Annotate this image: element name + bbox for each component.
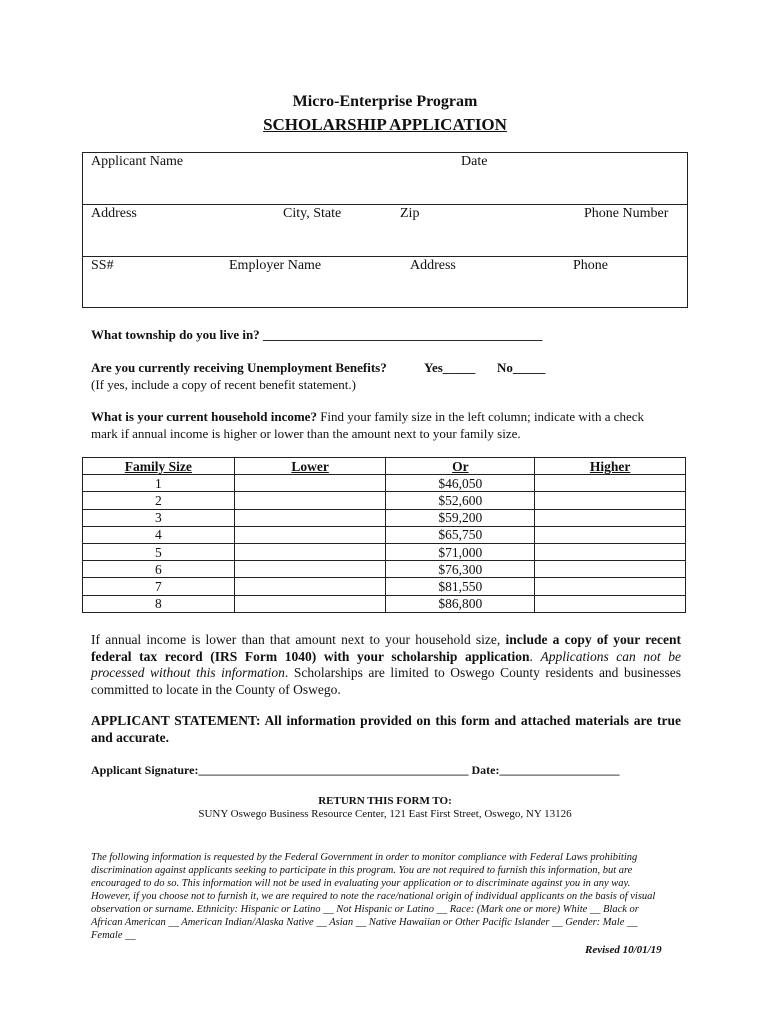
address-field[interactable]: Address bbox=[91, 206, 137, 221]
higher-checkbox-cell[interactable] bbox=[535, 526, 686, 543]
higher-checkbox-cell[interactable] bbox=[535, 509, 686, 526]
family-size-cell: 7 bbox=[83, 578, 235, 595]
federal-disclosure: The following information is requested by the Federal Government in order to monitor compliance with Federal Laws prohibiting discrimination against applicants seeking to participate in this program. You are not required to furnish this information, but are encouraged to do so. This information will not be used in evaluating your application or to discriminate against you in any way. However, if you choose not to furnish it, we are required to note the race/national origin of individual applicants on the basis of visual observation or surname. Ethnicity: Hispanic or Latino __ Not Hispanic or Latino __ Race: (Mark one or more) White __ Black or African American __ American Indian/Alaska Native __ Asian __ Native Hawaiian or Other Pacific Islander __ Gender: Male __ Female __ bbox=[91, 852, 656, 941]
family-size-cell: 3 bbox=[83, 509, 235, 526]
income-threshold-cell: $65,750 bbox=[386, 526, 535, 543]
income-instructions-part1: If annual income is lower than that amount next to your household size, bbox=[91, 632, 506, 647]
income-threshold-cell: $59,200 bbox=[386, 509, 535, 526]
income-instructions-part5: . Scholarships are limited to Oswego County residents and businesses committed to locate in the County of Oswego. bbox=[91, 665, 681, 697]
program-title: Micro-Enterprise Program bbox=[292, 93, 478, 110]
income-instructions-part4: Applications can not be processed without this information bbox=[91, 648, 682, 680]
higher-checkbox-cell[interactable] bbox=[535, 543, 686, 560]
income-threshold-cell: $86,800 bbox=[386, 595, 535, 612]
lower-checkbox-cell[interactable] bbox=[234, 526, 386, 543]
income-threshold-cell: $81,550 bbox=[386, 578, 535, 595]
lower-checkbox-cell[interactable] bbox=[234, 578, 386, 595]
income-table-header bbox=[83, 458, 686, 475]
family-size-cell: 5 bbox=[83, 543, 235, 560]
higher-checkbox-cell[interactable] bbox=[535, 475, 686, 492]
employer-name-field[interactable]: Employer Name bbox=[229, 258, 322, 273]
info-row-name bbox=[83, 153, 687, 205]
lower-checkbox-cell[interactable] bbox=[234, 475, 386, 492]
return-address: SUNY Oswego Business Resource Center, 121 East First Street, Oswego, NY 13126 bbox=[198, 808, 572, 820]
township-question[interactable]: What township do you live in? ___________________________________________ bbox=[91, 327, 543, 342]
income-question-bold: What is your current household income? bbox=[91, 409, 317, 424]
lower-checkbox-cell[interactable] bbox=[234, 595, 386, 612]
employer-address-field[interactable]: Address bbox=[410, 258, 456, 273]
table-row bbox=[83, 526, 686, 543]
form-title: SCHOLARSHIP APPLICATION bbox=[263, 115, 507, 134]
table-row bbox=[83, 578, 686, 595]
signature-line[interactable]: Applicant Signature:_____________________________________________ Date:____________________ bbox=[91, 763, 620, 777]
table-row bbox=[83, 492, 686, 509]
income-threshold-cell: $46,050 bbox=[386, 475, 535, 492]
higher-checkbox-cell[interactable] bbox=[535, 578, 686, 595]
family-size-cell: 6 bbox=[83, 561, 235, 578]
employer-phone-field[interactable]: Phone bbox=[573, 258, 608, 273]
applicant-name-field[interactable]: Applicant Name bbox=[91, 154, 184, 169]
unemployment-question: Are you currently receiving Unemployment Benefits? bbox=[91, 360, 387, 375]
table-row bbox=[83, 509, 686, 526]
higher-checkbox-cell[interactable] bbox=[535, 561, 686, 578]
date-field[interactable]: Date bbox=[461, 154, 488, 169]
header-higher: Higher bbox=[535, 458, 686, 475]
unemployment-note: (If yes, include a copy of recent benefit statement.) bbox=[91, 377, 356, 392]
higher-checkbox-cell[interactable] bbox=[535, 492, 686, 509]
higher-checkbox-cell[interactable] bbox=[535, 595, 686, 612]
zip-field[interactable]: Zip bbox=[400, 206, 420, 221]
ssn-field[interactable]: SS# bbox=[91, 258, 114, 273]
return-heading: RETURN THIS FORM TO: bbox=[318, 795, 452, 807]
table-row bbox=[83, 561, 686, 578]
table-row bbox=[83, 543, 686, 560]
income-instructions-part3: . bbox=[529, 648, 541, 664]
family-size-cell: 4 bbox=[83, 526, 235, 543]
lower-checkbox-cell[interactable] bbox=[234, 543, 386, 560]
table-row bbox=[83, 595, 686, 612]
income-table bbox=[82, 457, 686, 613]
table-row bbox=[83, 475, 686, 492]
city-state-field[interactable]: City, State bbox=[283, 206, 342, 221]
family-size-cell: 2 bbox=[83, 492, 235, 509]
unemployment-yes[interactable]: Yes_____ bbox=[424, 360, 476, 375]
income-threshold-cell: $76,300 bbox=[386, 561, 535, 578]
applicant-statement: APPLICANT STATEMENT: All information provided on this form and attached materials are true and accurate. bbox=[91, 713, 681, 745]
phone-number-field[interactable]: Phone Number bbox=[584, 206, 669, 221]
header-or: Or bbox=[386, 458, 535, 475]
lower-checkbox-cell[interactable] bbox=[234, 509, 386, 526]
income-instructions-part2: include a copy of your recent federal tax record (IRS Form 1040) with your scholarship application bbox=[91, 632, 681, 664]
unemployment-no[interactable]: No_____ bbox=[497, 360, 546, 375]
income-threshold-cell: $71,000 bbox=[386, 543, 535, 560]
info-row-address bbox=[83, 205, 687, 257]
header-lower: Lower bbox=[234, 458, 386, 475]
header-family-size: Family Size bbox=[83, 458, 235, 475]
family-size-cell: 1 bbox=[83, 475, 235, 492]
lower-checkbox-cell[interactable] bbox=[234, 492, 386, 509]
income-question-text: Find your family size in the left column; indicate with a check mark if annual income is higher or lower than the amount next to your family size. bbox=[91, 409, 645, 441]
income-threshold-cell: $52,600 bbox=[386, 492, 535, 509]
lower-checkbox-cell[interactable] bbox=[234, 561, 386, 578]
income-question bbox=[91, 409, 671, 442]
info-row-employer bbox=[83, 257, 687, 307]
income-instructions bbox=[91, 632, 681, 698]
revision-date: Revised 10/01/19 bbox=[585, 944, 662, 956]
applicant-info-box bbox=[82, 152, 688, 308]
family-size-cell: 8 bbox=[83, 595, 235, 612]
